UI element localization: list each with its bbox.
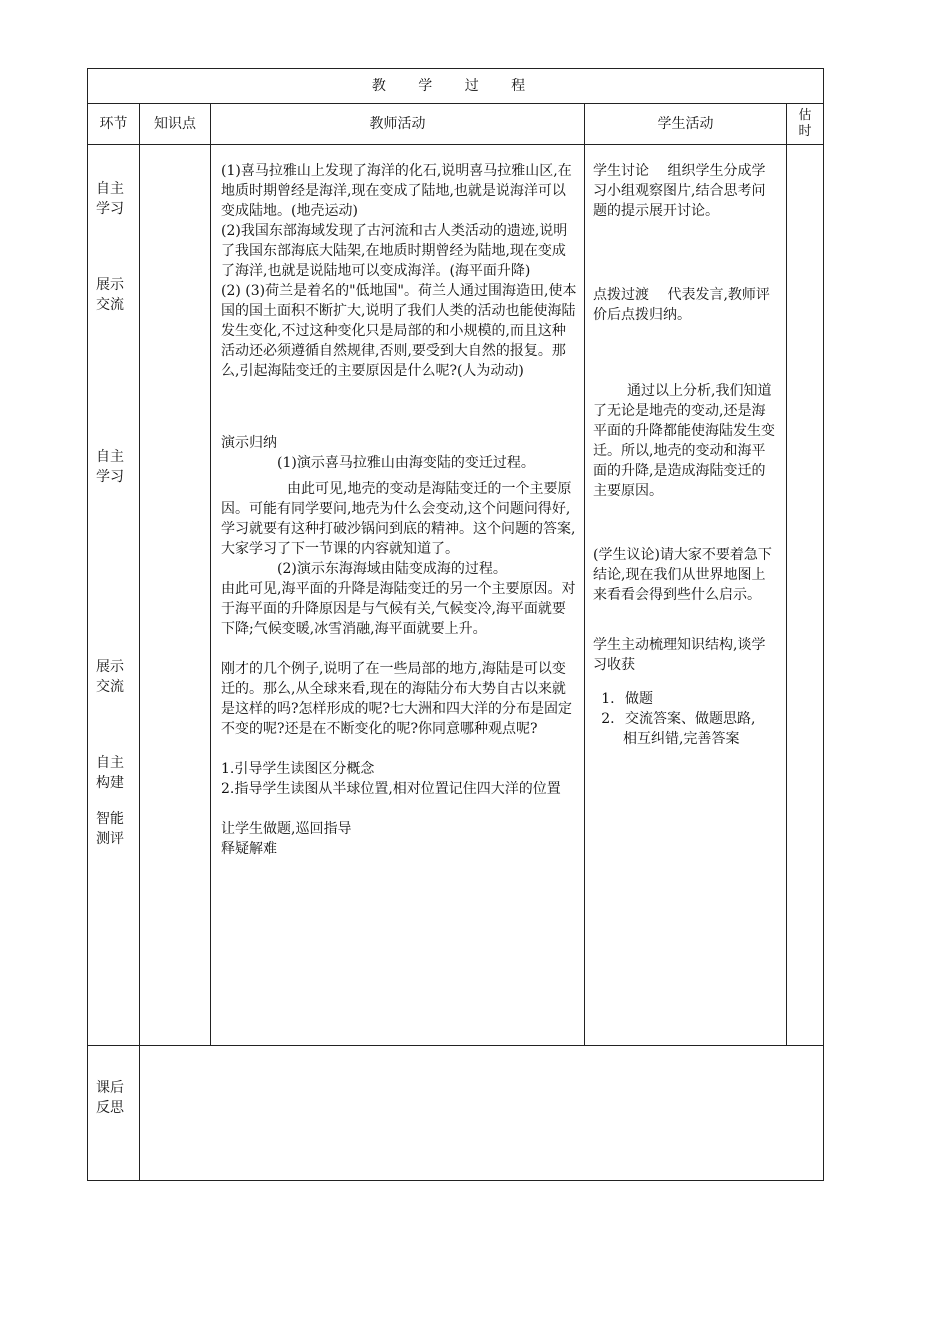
teacher-para-2: (2)我国东部海域发现了古河流和古人类活动的遗迹,说明了我国东部海底大陆架,在地质时期曾经为陆地,现在变成了海洋,也就是说陆地可以变成海洋。(海平面升降) (221, 223, 568, 279)
reflection-row (88, 1046, 824, 1181)
teacher-para-7: (2)演示东海海域由陆变成海的过程。 (277, 561, 507, 577)
time-column (787, 145, 824, 1046)
header-stage: 环节 (88, 104, 140, 145)
reflection-label-cell (88, 1046, 140, 1181)
teacher-para-5: (1)演示喜马拉雅山由海变陆的变迁过程。 (277, 455, 535, 471)
student-task-list (593, 689, 778, 729)
header-row (88, 104, 824, 145)
teacher-para-10: 1.引导学生读图区分概念 (221, 761, 375, 777)
reflection-label: 课后反思 (96, 1080, 124, 1116)
student-task-1: 1. 做题 (619, 689, 778, 709)
teacher-para-3: (2) (3)荷兰是着名的"低地国"。荷兰人通过围海造田,使本国的国土面积不断扩大,说明了我们人类的活动也能使海陆发生变化,不过这种变化只是局部的和小规模的,而且这种活动还必须遵循自然规律,否则,要受到大自然的报复。那么,引起海陆变迁的主要原因是什么呢?(人为动动) (221, 283, 577, 379)
teacher-para-1: (1)喜马拉雅山上发现了海洋的化石,说明喜马拉雅山区,在地质时期曾经是海洋,现在变成了陆地,也就是说海洋可以变成陆地。(地壳运动) (221, 163, 572, 219)
student-para-1: 学生讨论 组织学生分成学习小组观察图片,结合思考问题的提示展开讨论。 (593, 163, 766, 219)
stage-label-5: 自主构建 (96, 755, 124, 791)
student-para-5: 学生主动梳理知识结构,谈学习收获 (593, 637, 766, 673)
teaching-process-table (87, 68, 824, 1181)
student-para-4: (学生议论)请大家不要着急下结论,现在我们从世界地图上来看看会得到些什么启示。 (593, 547, 772, 603)
stage-label-3: 自主学习 (96, 449, 124, 485)
teacher-para-13: 释疑解难 (221, 841, 277, 857)
main-row (88, 145, 824, 1046)
reflection-content[interactable] (140, 1046, 824, 1181)
teacher-para-9: 刚才的几个例子,说明了在一些局部的地方,海陆是可以变迁的。那么,从全球来看,现在的海陆分布大势自古以来就是这样的吗?怎样形成的呢?七大洲和四大洋的分布是固定不变的呢?还是在不断变化的呢?你同意哪种观点呢? (221, 661, 573, 737)
header-student: 学生活动 (585, 104, 787, 145)
table-title: 教 学 过 程 (88, 69, 824, 104)
student-task-2: 2. 交流答案、做题思路, (619, 709, 778, 729)
header-teacher: 教师活动 (211, 104, 585, 145)
header-time (787, 104, 824, 145)
stage-label-2: 展示交流 (96, 277, 124, 313)
header-knowledge: 知识点 (140, 104, 211, 145)
student-para-2: 点拨过渡 代表发言,教师评价后点拨归纳。 (593, 287, 770, 323)
teacher-para-11: 2.指导学生读图从半球位置,相对位置记住四大洋的位置 (221, 781, 561, 797)
stage-label-4: 展示交流 (96, 659, 124, 695)
stage-label-1: 自主学习 (96, 181, 124, 217)
teacher-para-12: 让学生做题,巡回指导 (221, 821, 352, 837)
student-activity (585, 145, 787, 1046)
header-time-text: 估时 (798, 108, 812, 139)
teacher-para-4: 演示归纳 (221, 435, 277, 451)
knowledge-column (140, 145, 211, 1046)
student-para-3: 通过以上分析,我们知道了无论是地壳的变动,还是海平面的升降都能使海陆发生变迁。所以,地壳的变动和海平面的升降,是造成海陆变迁的主要原因。 (593, 383, 775, 499)
teacher-para-6: 由此可见,地壳的变动是海陆变迁的一个主要原因。可能有同学要问,地壳为什么会变动,这个问题问得好,学习就要有这种打破沙锅问到底的精神。这个问题的答案,大家学习了下一节课的内容就知道了。 (221, 481, 576, 557)
teacher-activity (211, 145, 585, 1046)
stage-column (88, 145, 140, 1046)
student-para-6: 相互纠错,完善答案 (623, 731, 740, 747)
teacher-para-8: 由此可见,海平面的升降是海陆变迁的另一个主要原因。对于海平面的升降原因是与气候有关,气候变冷,海平面就要下降;气候变暖,冰雪消融,海平面就要上升。 (221, 581, 576, 637)
stage-label-6: 智能测评 (96, 811, 124, 847)
